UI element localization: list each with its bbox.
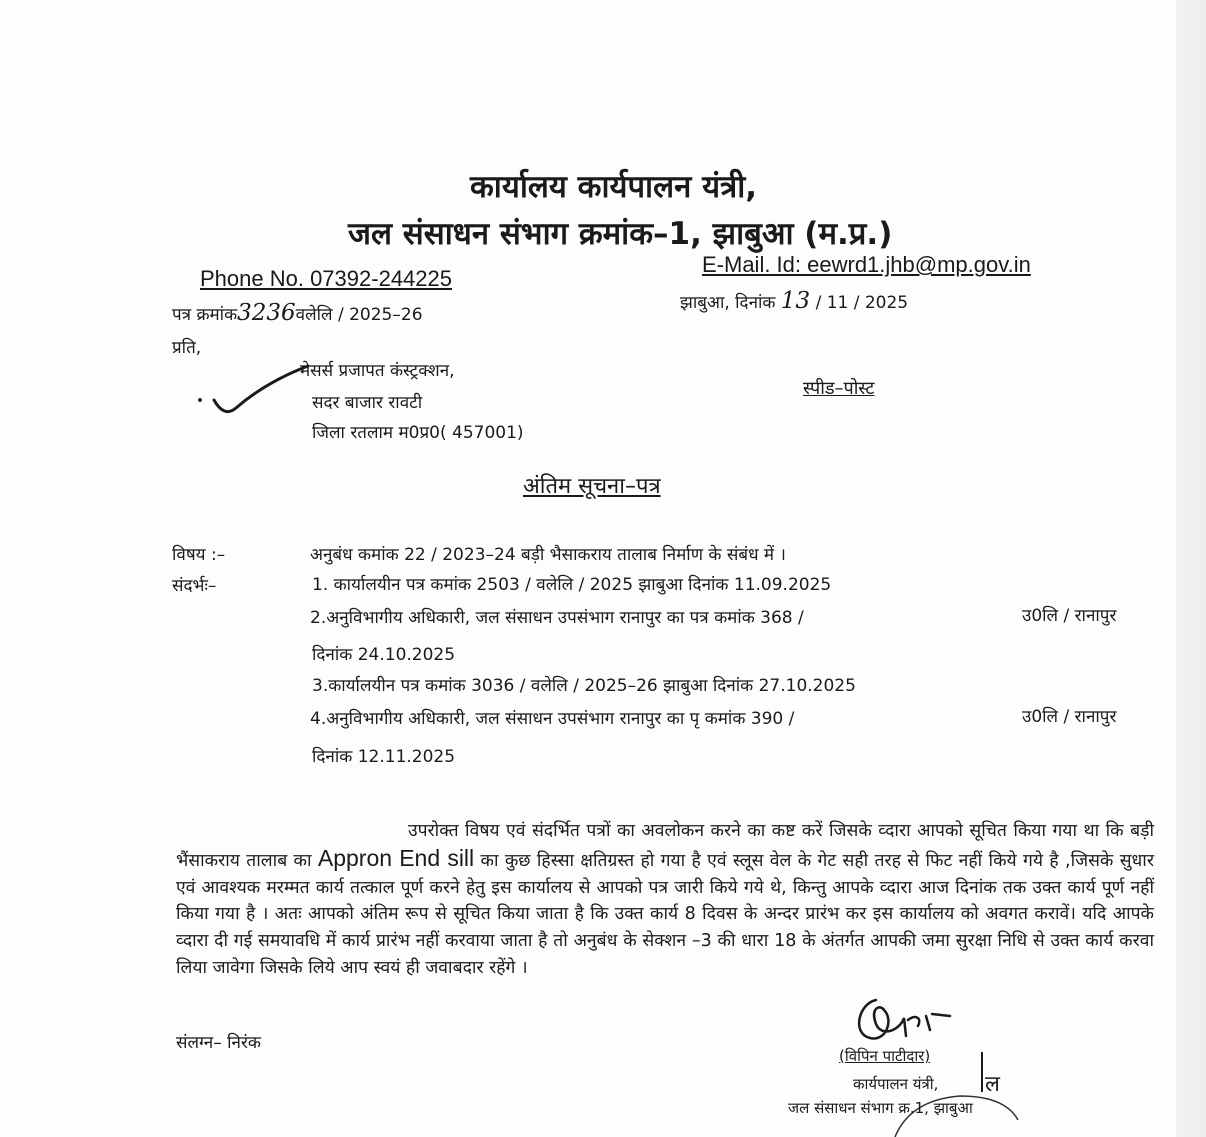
date-suffix: / 11 / 2025 bbox=[815, 293, 909, 313]
reference-4: 4.अनुविभागीय अधिकारी, जल संसाधन उपसंभाग रानापुर का पृ कमांक 390 / bbox=[310, 709, 795, 729]
body-text-part2: का कुछ हिस्सा क्षतिग्रस्त हो गया है एवं स्लूस वेल के गेट सही तरह से फिट नहीं किये गये है ,जिसके सुधार एवं आवश्यक मरम्मत कार्य तत्काल पूर्ण करने हेतु इस कार्यालय से आपको पत्र जारी किये गये थे, किन्तु आपके व्दारा आज दिनांक तक उक्त कार्य पूर्ण नहीं किया गया है । अतः आपको अंतिम रूप से सूचित किया जाता है कि उक्त कार्य 8 दिवस के अन्दर प्रारंभ कर इस कार्यालय को अवगत करावें। यदि आपके व्दारा दी गई समयावधि में कार्य प्रारंभ नहीं करवाया जाता है तो अनुबंध के सेक्शन –3 की धारा 18 के अंतर्गत आपकी जमा सुरक्षा निधि से उक्त कार्य करवा लिया जावेगा जिसके लिये आप स्वयं ही जवाबदार रहेंगे । bbox=[176, 850, 1154, 978]
phone-number: Phone No. 07392-244225 bbox=[200, 266, 452, 291]
delivery-mode: स्पीड–पोस्ट bbox=[803, 378, 875, 399]
handwritten-date-day: 13 bbox=[780, 288, 811, 314]
office-title-line2: जल संसाधन संभाग क्रमांक–1, झाबुआ (म.प्र.) bbox=[348, 216, 893, 252]
reference-1: 1. कार्यालयीन पत्र कमांक 2503 / वलेलि / 2025 झाबुआ दिनांक 11.09.2025 bbox=[312, 575, 832, 595]
handwritten-letter-number: 3236 bbox=[237, 300, 296, 326]
ref-suffix: वलेलि / 2025–26 bbox=[295, 305, 423, 325]
reference-4-office: उ0लि / रानापुर bbox=[1022, 707, 1117, 727]
recipient-district: जिला रतलाम म0प्र0( 457001) bbox=[312, 423, 524, 443]
letter-reference-number bbox=[172, 300, 423, 326]
references-label: संदर्भः– bbox=[172, 576, 217, 596]
date-prefix: झाबुआ, दिनांक bbox=[680, 293, 776, 313]
reference-3: 3.कार्यालयीन पत्र कमांक 3036 / वलेलि / 2025–26 झाबुआ दिनांक 27.10.2025 bbox=[312, 676, 856, 696]
letter-date bbox=[680, 288, 908, 314]
initials-bracket-icon bbox=[978, 1052, 1008, 1112]
reference-2-date: दिनांक 24.10.2025 bbox=[312, 645, 456, 665]
recipient-address-line: सदर बाजार रावटी bbox=[312, 393, 423, 413]
subject-label: विषय :– bbox=[172, 545, 226, 565]
reference-2-office: उ0लि / रानापुर bbox=[1022, 606, 1117, 626]
tick-mark-icon bbox=[196, 360, 316, 420]
reference-2: 2.अनुविभागीय अधिकारी, जल संसाधन उपसंभाग रानापुर का पत्र कमांक 368 / bbox=[310, 608, 804, 628]
email-address: E-Mail. Id: eewrd1.jhb@mp.gov.in bbox=[702, 252, 1031, 277]
to-label: प्रति, bbox=[172, 338, 202, 358]
signatory-designation: कार्यपालन यंत्री, bbox=[853, 1075, 939, 1093]
enclosure-note: संलग्न– निरंक bbox=[176, 1033, 261, 1053]
signatory-name: (विपिन पाटीदार) bbox=[839, 1047, 931, 1065]
body-english-term: Appron End sill bbox=[317, 844, 475, 871]
signature-icon bbox=[846, 990, 956, 1050]
reference-4-date: दिनांक 12.11.2025 bbox=[312, 747, 456, 767]
subject-text: अनुबंध कमांक 22 / 2023–24 बड़ी भैसाकराय तालाब निर्माण के संबंध में । bbox=[310, 545, 786, 565]
body-text-part1: उपरोक्त विषय एवं संदर्भित पत्रों का अवलोकन करने का कष्ट करें जिसके व्दारा आपको सूचित किया गया था कि बड़ी भैंसाकराय तालाब का bbox=[176, 821, 1154, 871]
notice-title: अंतिम सूचना–पत्र bbox=[523, 474, 661, 499]
signatory-initials: ल bbox=[985, 1072, 1000, 1097]
office-title-line1: कार्यालय कार्यपालन यंत्री, bbox=[470, 169, 758, 205]
body-paragraph bbox=[176, 818, 1154, 982]
ref-prefix: पत्र क्रमांक bbox=[172, 305, 238, 325]
recipient-name: मेसर्स प्रजापत कंस्ट्रक्शन, bbox=[300, 361, 455, 381]
page-edge bbox=[1176, 0, 1206, 1137]
signatory-office: जल संसाधन संभाग क्र.1, झाबुआ bbox=[788, 1099, 973, 1117]
